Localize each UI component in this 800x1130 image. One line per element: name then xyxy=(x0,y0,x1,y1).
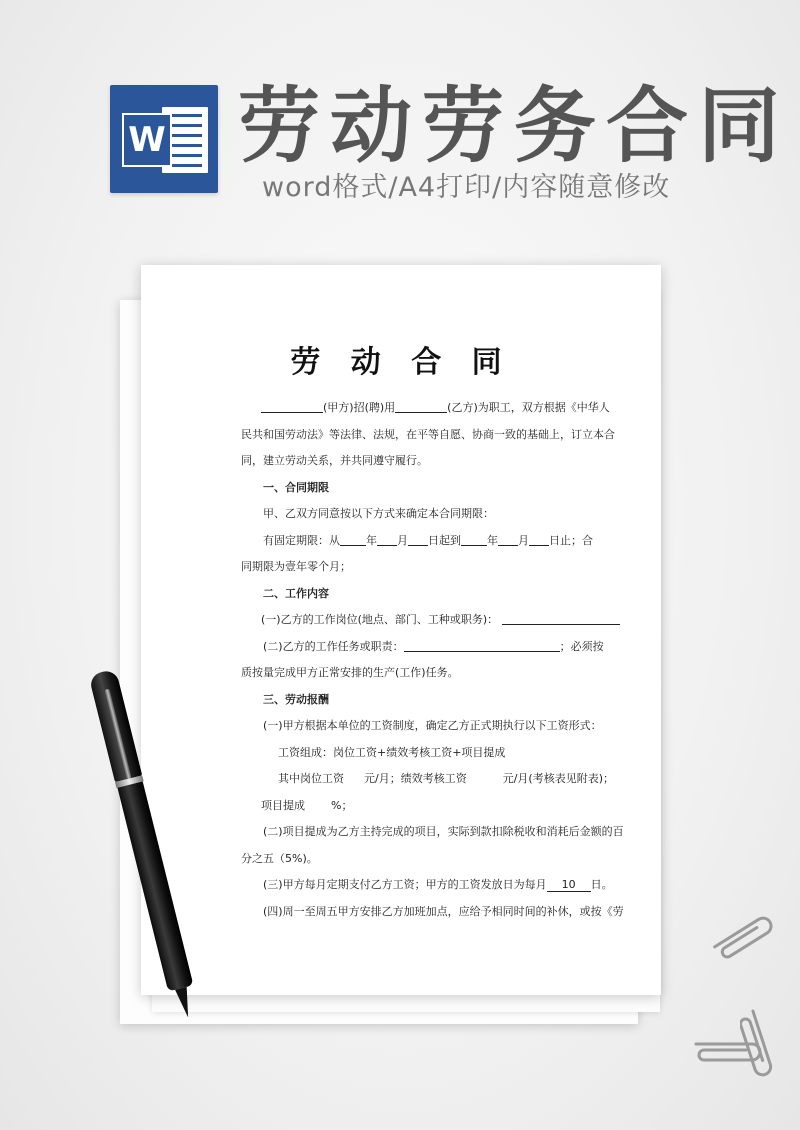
intro-line-2: 民共和国劳动法》等法律、法规，在平等自愿、协商一致的基础上，订立本合 xyxy=(241,427,615,441)
blank-party-a xyxy=(261,400,323,413)
intro-line-1: (甲方)招(聘)用 (乙方)为职工，双方根据《中华人 xyxy=(241,395,581,422)
page-subtitle: word格式/A4打印/内容随意修改 xyxy=(262,172,671,203)
section-2-para-2: (二)乙方的工作任务或职责： ；必须按 xyxy=(263,639,604,653)
page-title: 劳动劳务合同 xyxy=(238,79,791,174)
document-body xyxy=(241,395,624,925)
intro-line-3: 同，建立劳动关系，并共同遵守履行。 xyxy=(241,454,428,467)
section-3-para-6: 分之五（5%)。 xyxy=(241,851,318,865)
section-2-para-3: 质按量完成甲方正常安排的生产(工作)任务。 xyxy=(241,666,459,679)
document-page xyxy=(141,265,661,995)
section-3-heading: 三、劳动报酬 xyxy=(263,692,329,706)
section-2-heading: 二、工作内容 xyxy=(263,586,329,600)
section-1-para-3: 同期限为壹年零个月； xyxy=(241,560,351,573)
paperclip-icon xyxy=(740,1005,790,1085)
word-logo-icon xyxy=(110,85,218,193)
blank-party-b xyxy=(395,400,447,413)
payday-value: 10 xyxy=(547,878,591,892)
section-3-para-5: (二)项目提成为乙方主持完成的项目，实际到款扣除税收和消耗后金额的百 xyxy=(263,825,624,838)
section-1-para-2: 有固定期限：从 年 月 日起到 年 月 日止；合 xyxy=(263,533,593,547)
section-3-para-7: (三)甲方每月定期支付乙方工资；甲方的工资发放日为每月 10 日。 xyxy=(263,878,613,891)
section-1-heading: 一、合同期限 xyxy=(263,480,329,494)
section-3-para-8: (四)周一至周五甲方安排乙方加班加点，应给予相同时间的补休，或按《劳 xyxy=(263,904,624,918)
section-2-para-1: (一)乙方的工作岗位(地点、部门、工种或职务)： xyxy=(241,607,581,634)
document-title: 劳 动 合 同 xyxy=(290,345,512,380)
section-3-para-1: (一)甲方根据本单位的工资制度，确定乙方正式期执行以下工资形式： xyxy=(263,719,602,732)
paperclip-icon xyxy=(705,905,785,965)
section-3-para-4: 项目提成 %； xyxy=(261,798,353,812)
word-logo-letter: W xyxy=(122,113,172,167)
section-3-para-2: 工资组成：岗位工资+绩效考核工资+项目提成 xyxy=(278,745,506,759)
section-1-para-1: 甲、乙双方同意按以下方式来确定本合同期限： xyxy=(263,507,494,520)
section-3-para-3: 其中岗位工资 元/月；绩效考核工资 元/月(考核表见附表)； xyxy=(278,772,615,785)
